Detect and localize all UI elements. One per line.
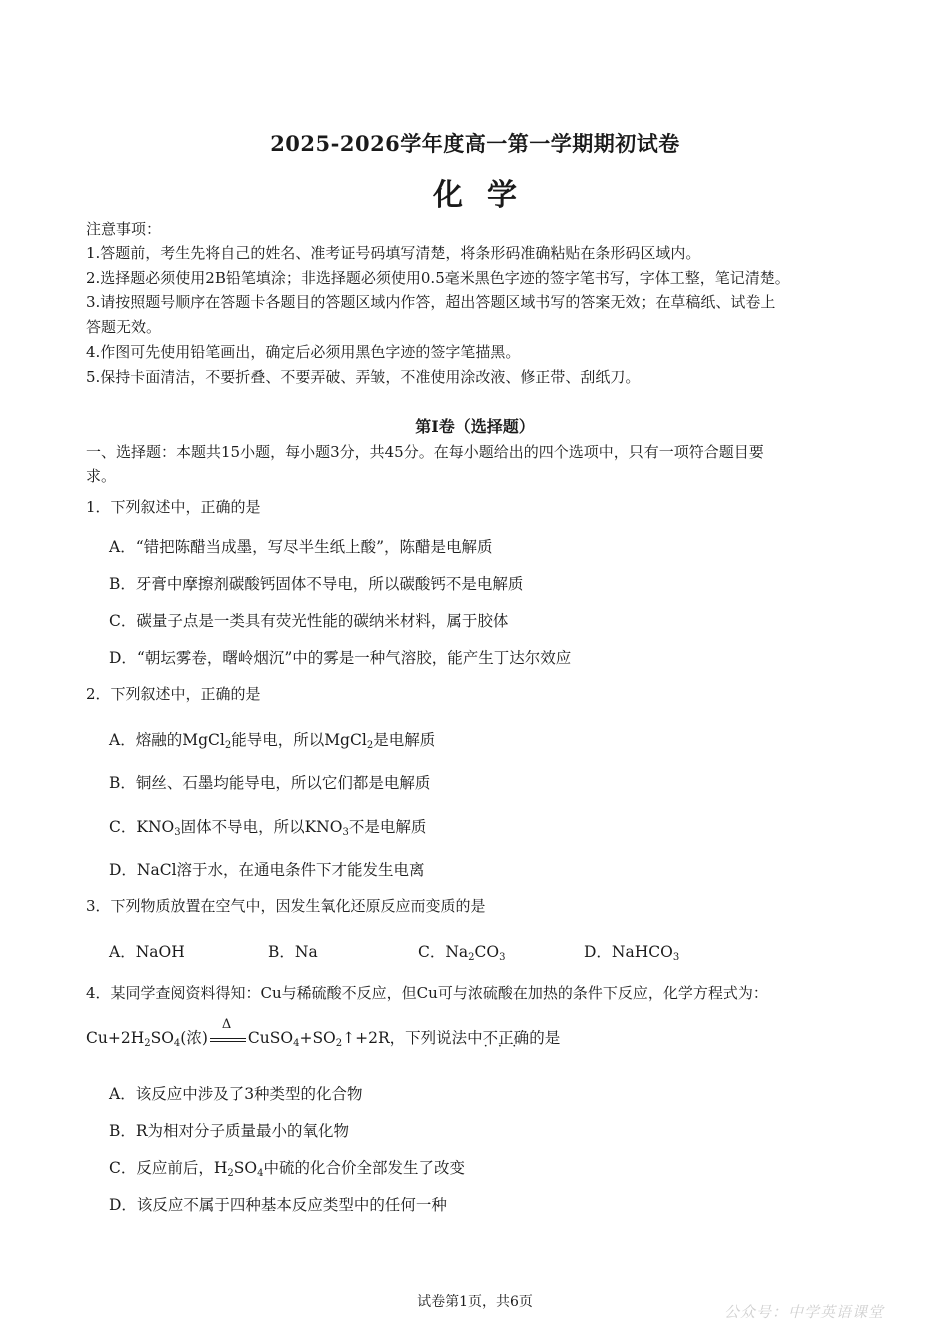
heating-equals-sign: Δ	[210, 1029, 246, 1049]
question-1-option-b: B．牙膏中摩擦剂碳酸钙固体不导电，所以碳酸钙不是电解质	[109, 575, 524, 593]
question-4-option-c: C．反应前后，$H_2SO_4$中硫的化合价全部发生了改变	[109, 1159, 465, 1179]
note-item: 3.请按照题号顺序在答题卡各题目的答题区域内作答，超出答题区域书写的答案无效；在草稿纸、试卷上	[86, 293, 776, 311]
question-4-option-b: B．R为相对分子质量最小的氧化物	[109, 1122, 350, 1140]
question-4-stem: 4．某同学查阅资料得知：Cu与稀硫酸不反应，但Cu可与浓硫酸在加热的条件下反应，化学方程式为：	[86, 984, 768, 1002]
question-4-option-d: D．该反应不属于四种基本反应类型中的任何一种	[109, 1196, 447, 1214]
question-3-option-d: D．NaHCO$_3$	[584, 943, 680, 963]
question-1-option-d: D．“朝坛雾卷，曙岭烟沉”中的雾是一种气溶胶，能产生丁达尔效应	[109, 649, 572, 667]
question-2-option-b: B．铜丝、石墨均能导电，所以它们都是电解质	[109, 774, 431, 792]
note-item: 答题无效。	[86, 318, 162, 336]
section-title: 第Ⅰ卷（选择题）	[415, 417, 535, 436]
note-item: 2.选择题必须使用2B铅笔填涂；非选择题必须使用0.5毫米黑色字迹的签字笔书写，字体工整，笔记清楚。	[86, 269, 790, 287]
question-2-option-d: D．NaCl溶于水，在通电条件下才能发生电离	[109, 861, 425, 879]
question-1-stem: 1．下列叙述中，正确的是	[86, 498, 261, 516]
question-4-option-a: A．该反应中涉及了3种类型的化合物	[109, 1085, 363, 1103]
watermark: 公众号：中学英语课堂	[723, 1303, 884, 1321]
subject-title: 化学	[433, 178, 541, 213]
question-1-option-c: C．碳量子点是一类具有荧光性能的碳纳米材料，属于胶体	[109, 612, 509, 630]
question-2-stem: 2．下列叙述中，正确的是	[86, 685, 261, 703]
page-number: 试卷第1页，共6页	[417, 1294, 533, 1310]
exam-title: 2025-2026学年度高一第一学期期初试卷	[270, 131, 680, 156]
note-item: 5.保持卡面清洁，不要折叠、不要弄破、弄皱，不准使用涂改液、修正带、刮纸刀。	[86, 368, 641, 386]
emphasis-not-correct: 不正确 · · ·	[483, 1026, 530, 1048]
question-3-option-b: B．Na	[268, 943, 318, 961]
section-intro-cont: 求。	[86, 467, 117, 485]
notes-heading: 注意事项：	[86, 220, 162, 238]
question-4-equation: $Cu+2H_2SO_4$(浓) Δ $CuSO_4+SO_2↑+2R$，下列说法中不正确 · · ·的是	[86, 1026, 560, 1049]
question-2-option-c: C．$KNO_3$固体不导电，所以$KNO_3$不是电解质	[109, 818, 427, 838]
note-item: 1.答题前，考生先将自己的姓名、准考证号码填写清楚，将条形码准确粘贴在条形码区域内。	[86, 244, 701, 262]
question-2-option-a: A．熔融的MgCl$_2$能导电，所以MgCl$_2$是电解质	[109, 731, 436, 751]
note-item: 4.作图可先使用铅笔画出，确定后必须用黑色字迹的签字笔描黑。	[86, 343, 521, 361]
question-1-option-a: A．“错把陈醋当成墨，写尽半生纸上酸”，陈醋是电解质	[109, 538, 493, 556]
question-3-option-a: A．NaOH	[109, 943, 185, 961]
section-intro: 一、选择题：本题共15小题，每小题3分，共45分。在每小题给出的四个选项中，只有一项符合题目要	[86, 443, 764, 461]
question-3-stem: 3．下列物质放置在空气中，因发生氧化还原反应而变质的是	[86, 897, 486, 915]
question-3-option-c: C．$Na_2CO_3$	[418, 943, 506, 963]
